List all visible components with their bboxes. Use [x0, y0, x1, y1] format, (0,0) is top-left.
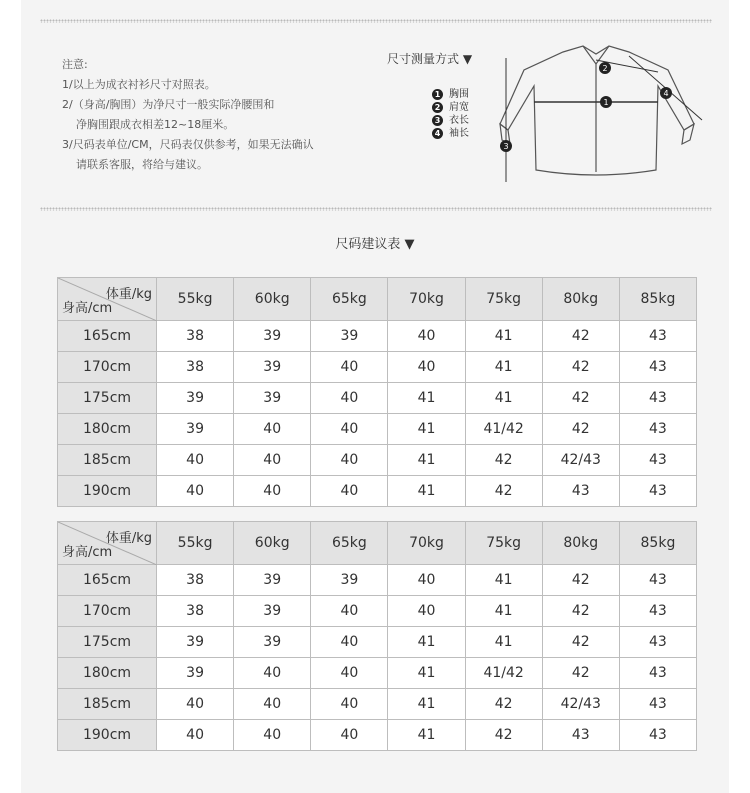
weight-header: 85kg — [619, 278, 696, 321]
table-row — [58, 445, 697, 476]
size-cell: 43 — [619, 445, 696, 476]
size-cell: 41 — [388, 445, 465, 476]
table-corner: 体重/kg 身高/cm — [58, 522, 157, 565]
size-cell: 40 — [234, 658, 311, 689]
height-label: 185cm — [58, 445, 157, 476]
size-cell: 39 — [234, 596, 311, 627]
table-row — [58, 720, 697, 751]
size-cell: 40 — [388, 565, 465, 596]
table-row — [58, 321, 697, 352]
size-cell: 42 — [542, 352, 619, 383]
size-cell: 39 — [157, 414, 234, 445]
size-cell: 40 — [234, 414, 311, 445]
size-cell: 39 — [311, 321, 388, 352]
size-cell: 40 — [311, 476, 388, 507]
note-2-cont: 净胸围跟成衣相差12~18厘米。 — [76, 118, 235, 131]
size-cell: 43 — [619, 476, 696, 507]
weight-header: 75kg — [465, 278, 542, 321]
size-cell: 41 — [388, 476, 465, 507]
size-cell: 41 — [388, 383, 465, 414]
size-cell: 40 — [157, 689, 234, 720]
weight-header: 55kg — [157, 278, 234, 321]
size-cell: 41 — [388, 689, 465, 720]
size-cell: 40 — [311, 627, 388, 658]
notes-title: 注意: — [62, 58, 88, 71]
table-row — [58, 596, 697, 627]
size-cell: 41 — [388, 414, 465, 445]
measurement-legend — [432, 88, 469, 140]
size-cell: 40 — [311, 414, 388, 445]
size-table-title: 尺码建议表 ▼ — [335, 237, 415, 252]
weight-header: 60kg — [234, 278, 311, 321]
size-cell: 41 — [465, 565, 542, 596]
weight-header: 70kg — [388, 278, 465, 321]
size-cell: 40 — [234, 445, 311, 476]
legend-item — [432, 88, 469, 101]
legend-item — [432, 127, 469, 140]
size-cell: 40 — [234, 476, 311, 507]
size-cell: 43 — [619, 383, 696, 414]
legend-label: 胸围 — [449, 89, 469, 100]
size-cell: 40 — [157, 445, 234, 476]
size-table-2 — [57, 521, 697, 751]
table-row — [58, 627, 697, 658]
weight-header: 85kg — [619, 522, 696, 565]
height-label: 175cm — [58, 627, 157, 658]
table-row — [58, 383, 697, 414]
size-cell: 43 — [619, 352, 696, 383]
size-cell: 43 — [619, 689, 696, 720]
size-cell: 40 — [311, 383, 388, 414]
height-label: 175cm — [58, 383, 157, 414]
size-cell: 40 — [388, 321, 465, 352]
size-cell: 43 — [619, 720, 696, 751]
table-row — [58, 476, 697, 507]
shirt-measurement-diagram — [498, 40, 708, 190]
size-cell: 42 — [465, 445, 542, 476]
height-label: 190cm — [58, 720, 157, 751]
size-cell: 39 — [234, 352, 311, 383]
table-row — [58, 414, 697, 445]
weight-header: 80kg — [542, 278, 619, 321]
legend-number: 2 — [432, 102, 443, 113]
size-cell: 39 — [234, 627, 311, 658]
size-cell: 40 — [311, 658, 388, 689]
legend-number: 1 — [432, 89, 443, 100]
size-cell: 43 — [619, 627, 696, 658]
size-cell: 43 — [619, 565, 696, 596]
size-cell: 41 — [465, 596, 542, 627]
height-label: 170cm — [58, 596, 157, 627]
size-cell: 42 — [542, 627, 619, 658]
size-cell: 39 — [234, 383, 311, 414]
legend-item — [432, 101, 469, 114]
legend-label: 衣长 — [449, 115, 469, 126]
size-cell: 42 — [465, 720, 542, 751]
size-cell: 40 — [311, 596, 388, 627]
size-cell: 41 — [388, 720, 465, 751]
size-cell: 40 — [388, 596, 465, 627]
size-cell: 42 — [542, 565, 619, 596]
size-cell: 43 — [542, 476, 619, 507]
size-cell: 42 — [542, 658, 619, 689]
size-cell: 42 — [542, 414, 619, 445]
size-cell: 39 — [234, 321, 311, 352]
height-label: 180cm — [58, 658, 157, 689]
height-label: 165cm — [58, 321, 157, 352]
size-cell: 39 — [234, 565, 311, 596]
legend-label: 袖长 — [449, 128, 469, 139]
size-cell: 40 — [234, 720, 311, 751]
table-row — [58, 658, 697, 689]
size-cell: 43 — [542, 720, 619, 751]
legend-number: 3 — [432, 115, 443, 126]
size-cell: 41 — [465, 627, 542, 658]
size-cell: 43 — [619, 321, 696, 352]
size-cell: 43 — [619, 414, 696, 445]
weight-header: 65kg — [311, 522, 388, 565]
table-row — [58, 689, 697, 720]
note-1: 1/以上为成衣衬衫尺寸对照表。 — [62, 78, 216, 91]
weight-header: 55kg — [157, 522, 234, 565]
height-label: 170cm — [58, 352, 157, 383]
weight-header: 70kg — [388, 522, 465, 565]
height-label: 185cm — [58, 689, 157, 720]
size-cell: 41 — [465, 352, 542, 383]
weight-header: 75kg — [465, 522, 542, 565]
size-cell: 41 — [388, 658, 465, 689]
note-3: 3/尺码表单位/CM，尺码表仅供参考，如果无法确认 — [62, 138, 314, 151]
svg-text:2: 2 — [602, 64, 608, 73]
legend-label: 肩宽 — [449, 102, 469, 113]
size-table-1 — [57, 277, 697, 507]
size-cell: 41/42 — [465, 414, 542, 445]
table-row — [58, 352, 697, 383]
size-cell: 42 — [542, 596, 619, 627]
divider-top — [40, 19, 712, 23]
legend-number: 4 — [432, 128, 443, 139]
size-cell: 42 — [465, 476, 542, 507]
size-cell: 38 — [157, 321, 234, 352]
size-cell: 38 — [157, 596, 234, 627]
weight-header: 80kg — [542, 522, 619, 565]
note-2: 2/（身高/胸围）为净尺寸一般实际净腰围和 — [62, 98, 275, 111]
size-cell: 38 — [157, 352, 234, 383]
size-cell: 42 — [465, 689, 542, 720]
size-cell: 39 — [157, 658, 234, 689]
svg-text:1: 1 — [603, 98, 609, 107]
size-cell: 40 — [157, 476, 234, 507]
size-cell: 39 — [157, 627, 234, 658]
size-cell: 41 — [388, 627, 465, 658]
size-notes — [62, 55, 382, 175]
size-cell: 43 — [619, 596, 696, 627]
size-cell: 42/43 — [542, 689, 619, 720]
size-cell: 42 — [542, 383, 619, 414]
height-label: 190cm — [58, 476, 157, 507]
size-cell: 40 — [311, 352, 388, 383]
size-cell: 40 — [157, 720, 234, 751]
size-cell: 38 — [157, 565, 234, 596]
weight-header: 65kg — [311, 278, 388, 321]
size-cell: 41 — [465, 383, 542, 414]
height-label: 165cm — [58, 565, 157, 596]
size-cell: 40 — [311, 720, 388, 751]
size-cell: 41/42 — [465, 658, 542, 689]
size-cell: 39 — [311, 565, 388, 596]
size-cell: 41 — [465, 321, 542, 352]
weight-header: 60kg — [234, 522, 311, 565]
size-cell: 39 — [157, 383, 234, 414]
measurement-title: 尺寸测量方式 ▼ — [387, 52, 473, 66]
svg-text:3: 3 — [503, 142, 509, 151]
size-cell: 42/43 — [542, 445, 619, 476]
table-corner: 体重/kg 身高/cm — [58, 278, 157, 321]
size-cell: 40 — [311, 445, 388, 476]
size-cell: 42 — [542, 321, 619, 352]
height-label: 180cm — [58, 414, 157, 445]
legend-item — [432, 114, 469, 127]
svg-text:4: 4 — [663, 89, 669, 98]
size-cell: 43 — [619, 658, 696, 689]
size-cell: 40 — [388, 352, 465, 383]
divider-middle — [40, 207, 712, 211]
table-row — [58, 565, 697, 596]
note-3-cont: 请联系客服，将给与建议。 — [76, 158, 208, 171]
size-cell: 40 — [234, 689, 311, 720]
size-cell: 40 — [311, 689, 388, 720]
